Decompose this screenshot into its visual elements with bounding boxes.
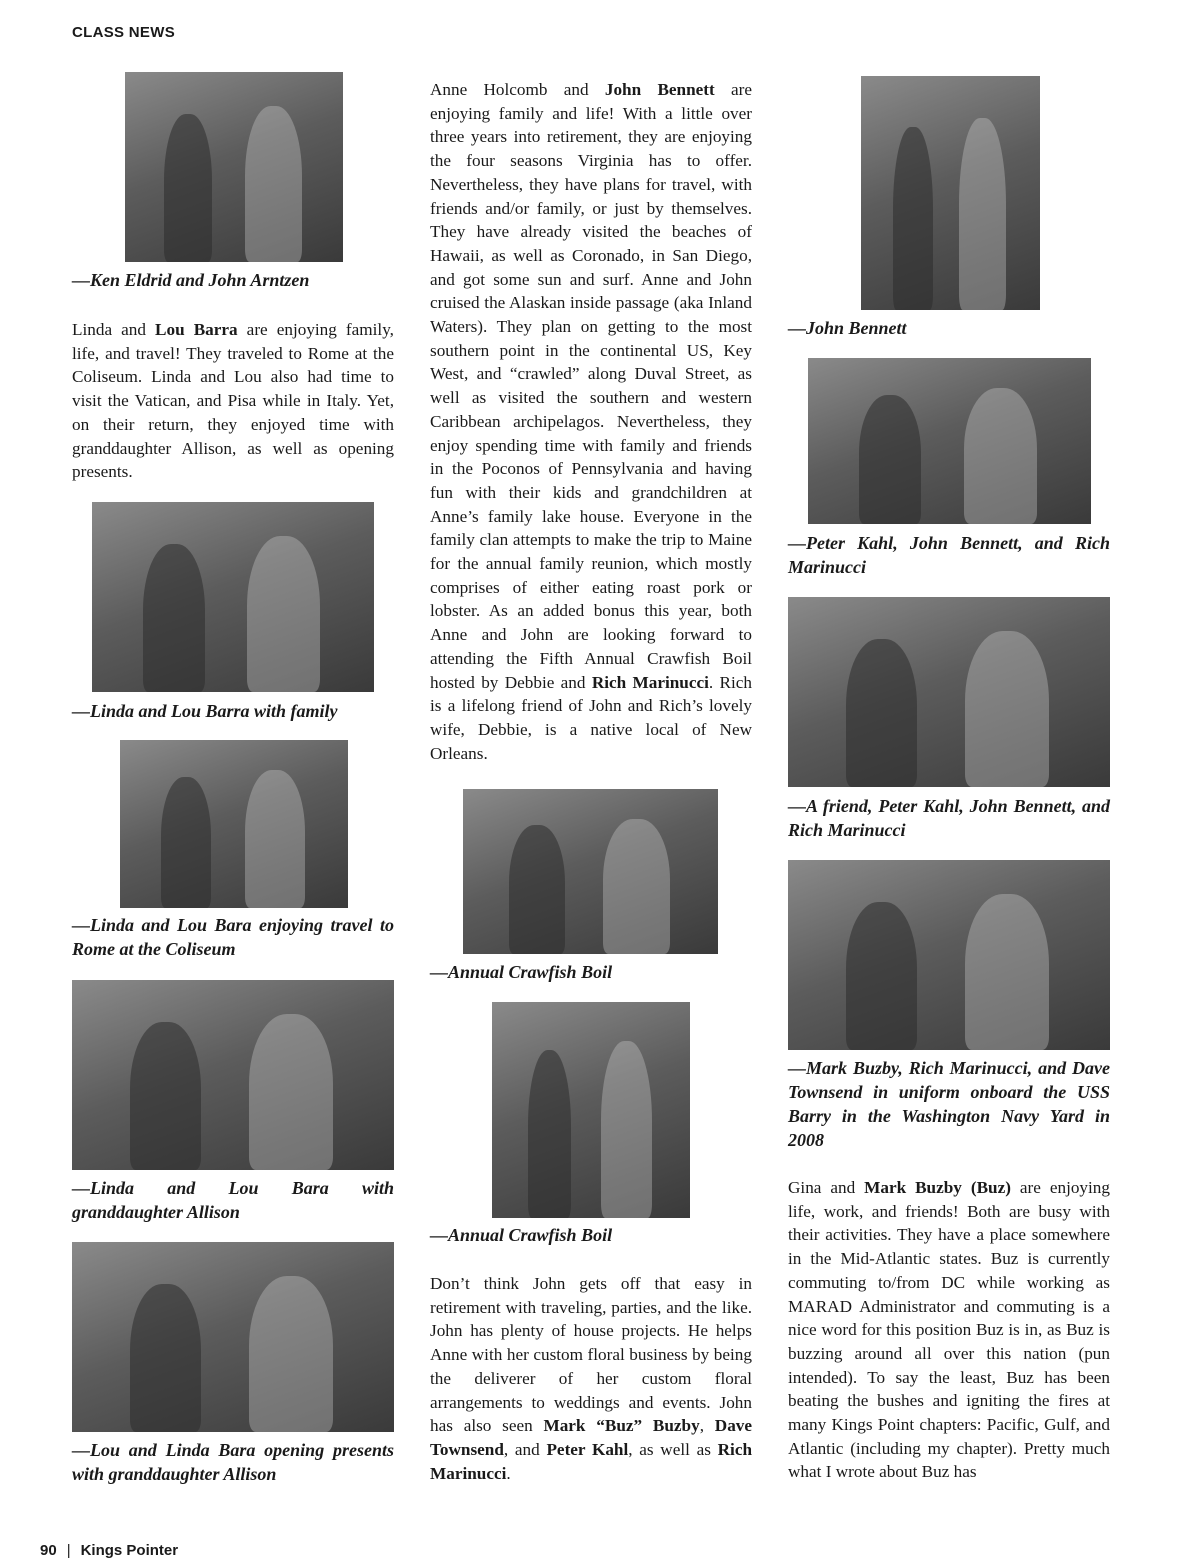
- caption-friend-group: —A friend, Peter Kahl, John Bennett, and Rich Marinucci: [788, 796, 1110, 840]
- article-buzby: Gina and Mark Buzby (Buz) are enjoying life, work, and friends! Both are busy with their activities. They have a place somewhere in the Mid-Atlantic states. Buz is currently commuting to/from DC while working as MARAD Administrator and commuting is a nice word for this position Buz is in, as Buz is buzzing around all over this nation (pun intended). To say the least, Buz has been beating the bushes and igniting the fires at many Kings Point chapters: Pacific, Gulf, and Atlantic (including my chapter). Pretty much what I wrote about Buz has: [788, 1178, 1110, 1482]
- name-mark-buzby: Mark “Buz” Buzby: [543, 1416, 700, 1436]
- photo-crawfish-1: [463, 789, 718, 954]
- photo-coliseum: [120, 740, 348, 908]
- caption-kahl-bennett-marinucci: —Peter Kahl, John Bennett, and Rich Marinucci: [788, 533, 1110, 577]
- section-header: CLASS NEWS: [72, 24, 176, 41]
- name-rich-marinucci: Rich Marinucci: [591, 672, 709, 692]
- photo-barra-family: [92, 502, 374, 692]
- caption-granddaughter: —Linda and Lou Bara with granddaughter Allison: [72, 1178, 394, 1222]
- footer-separator: |: [66, 1542, 71, 1559]
- caption-crawfish-1: —Annual Crawfish Boil: [430, 962, 613, 982]
- photo-granddaughter: [72, 980, 394, 1170]
- photo-friend-group: [788, 597, 1110, 787]
- article-holcomb-bennett: Anne Holcomb and John Bennett are enjoying family and life! With a little over three years into retirement, they are enjoying the four seasons Virginia has to offer. Nevertheless, they have plans for travel, with friends and/or family, or just by themselves. They have already visited the beaches of Hawaii, as well as Coronado, in San Diego, and got some sun and surf. Anne and John cruised the Alaskan inside passage (aka Inland Waters). They plan on getting to the most southern point in the continental US, Key West, and “crawled” along Duval Street, as well as visited the southern and western Caribbean archipelagos. Nevertheless, they enjoy spending time with family and friends in the Poconos of Pennsylvania and having fun with their kids and grandchildren at Anne’s family lake house. Everyone in the family clan attempts to make the trip to Maine for the annual family reunion, which mostly comprises of either eating roast pork or lobster. As an added bonus this year, both Anne and John are looking forward to attending the Fifth Annual Crawfish Boil hosted by Debbie and Rich Marinucci. Rich is a lifelong friend of John and Rich’s lovely wife, Debbie, is a native local of New Orleans.: [430, 80, 752, 763]
- photo-uniform: [788, 860, 1110, 1050]
- page-footer: [40, 1542, 178, 1559]
- photo-crawfish-2: [492, 1002, 690, 1218]
- publication-name: Kings Pointer: [80, 1542, 179, 1559]
- caption-crawfish-2: —Annual Crawfish Boil: [430, 1225, 613, 1245]
- caption-eldrid-arntzen: —Ken Eldrid and John Arntzen: [72, 270, 310, 290]
- name-rich-marinucci-2: Rich Marinucci: [430, 1439, 752, 1483]
- photo-presents: [72, 1242, 394, 1432]
- photo-eldrid-arntzen: [125, 72, 343, 262]
- caption-barra-family: —Linda and Lou Barra with family: [72, 701, 338, 721]
- caption-uniform: —Mark Buzby, Rich Marinucci, and Dave Townsend in uniform onboard the USS Barry in the Washington Navy Yard in 2008: [788, 1058, 1110, 1150]
- photo-kahl-bennett-marinucci: [808, 358, 1091, 524]
- name-peter-kahl: Peter Kahl: [546, 1439, 629, 1459]
- photo-john-bennett: [861, 76, 1040, 310]
- name-john-bennett: John Bennett: [604, 80, 715, 99]
- page-number: 90: [40, 1542, 57, 1559]
- name-lou-barra: Lou Barra: [155, 320, 238, 339]
- caption-coliseum: —Linda and Lou Bara enjoying travel to Rome at the Coliseum: [72, 915, 394, 959]
- name-dave-townsend: Dave Townsend: [430, 1416, 753, 1459]
- caption-presents: —Lou and Linda Bara opening presents with granddaughter Allison: [72, 1440, 394, 1484]
- article-house-projects: Don’t think John gets off that easy in retirement with traveling, parties, and the like. John has plenty of house projects. He helps Anne with her custom floral business by being the deliverer of her custom floral arrangements to weddings and events. John has also seen Mark “Buz” Buzby, Dave Townsend, and Peter Kahl, as well as Rich Marinucci.: [430, 1274, 753, 1483]
- caption-john-bennett: —John Bennett: [788, 318, 907, 338]
- name-mark-buzby-buz: Mark Buzby (Buz): [864, 1178, 1011, 1197]
- article-barra: Linda and Lou Barra are enjoying family, life, and travel! They traveled to Rome at the Coliseum. Linda and Lou also had time to visit the Vatican, and Pisa while in Italy. Yet, on their return, they enjoyed time with granddaughter Allison, as well as opening presents.: [72, 320, 394, 482]
